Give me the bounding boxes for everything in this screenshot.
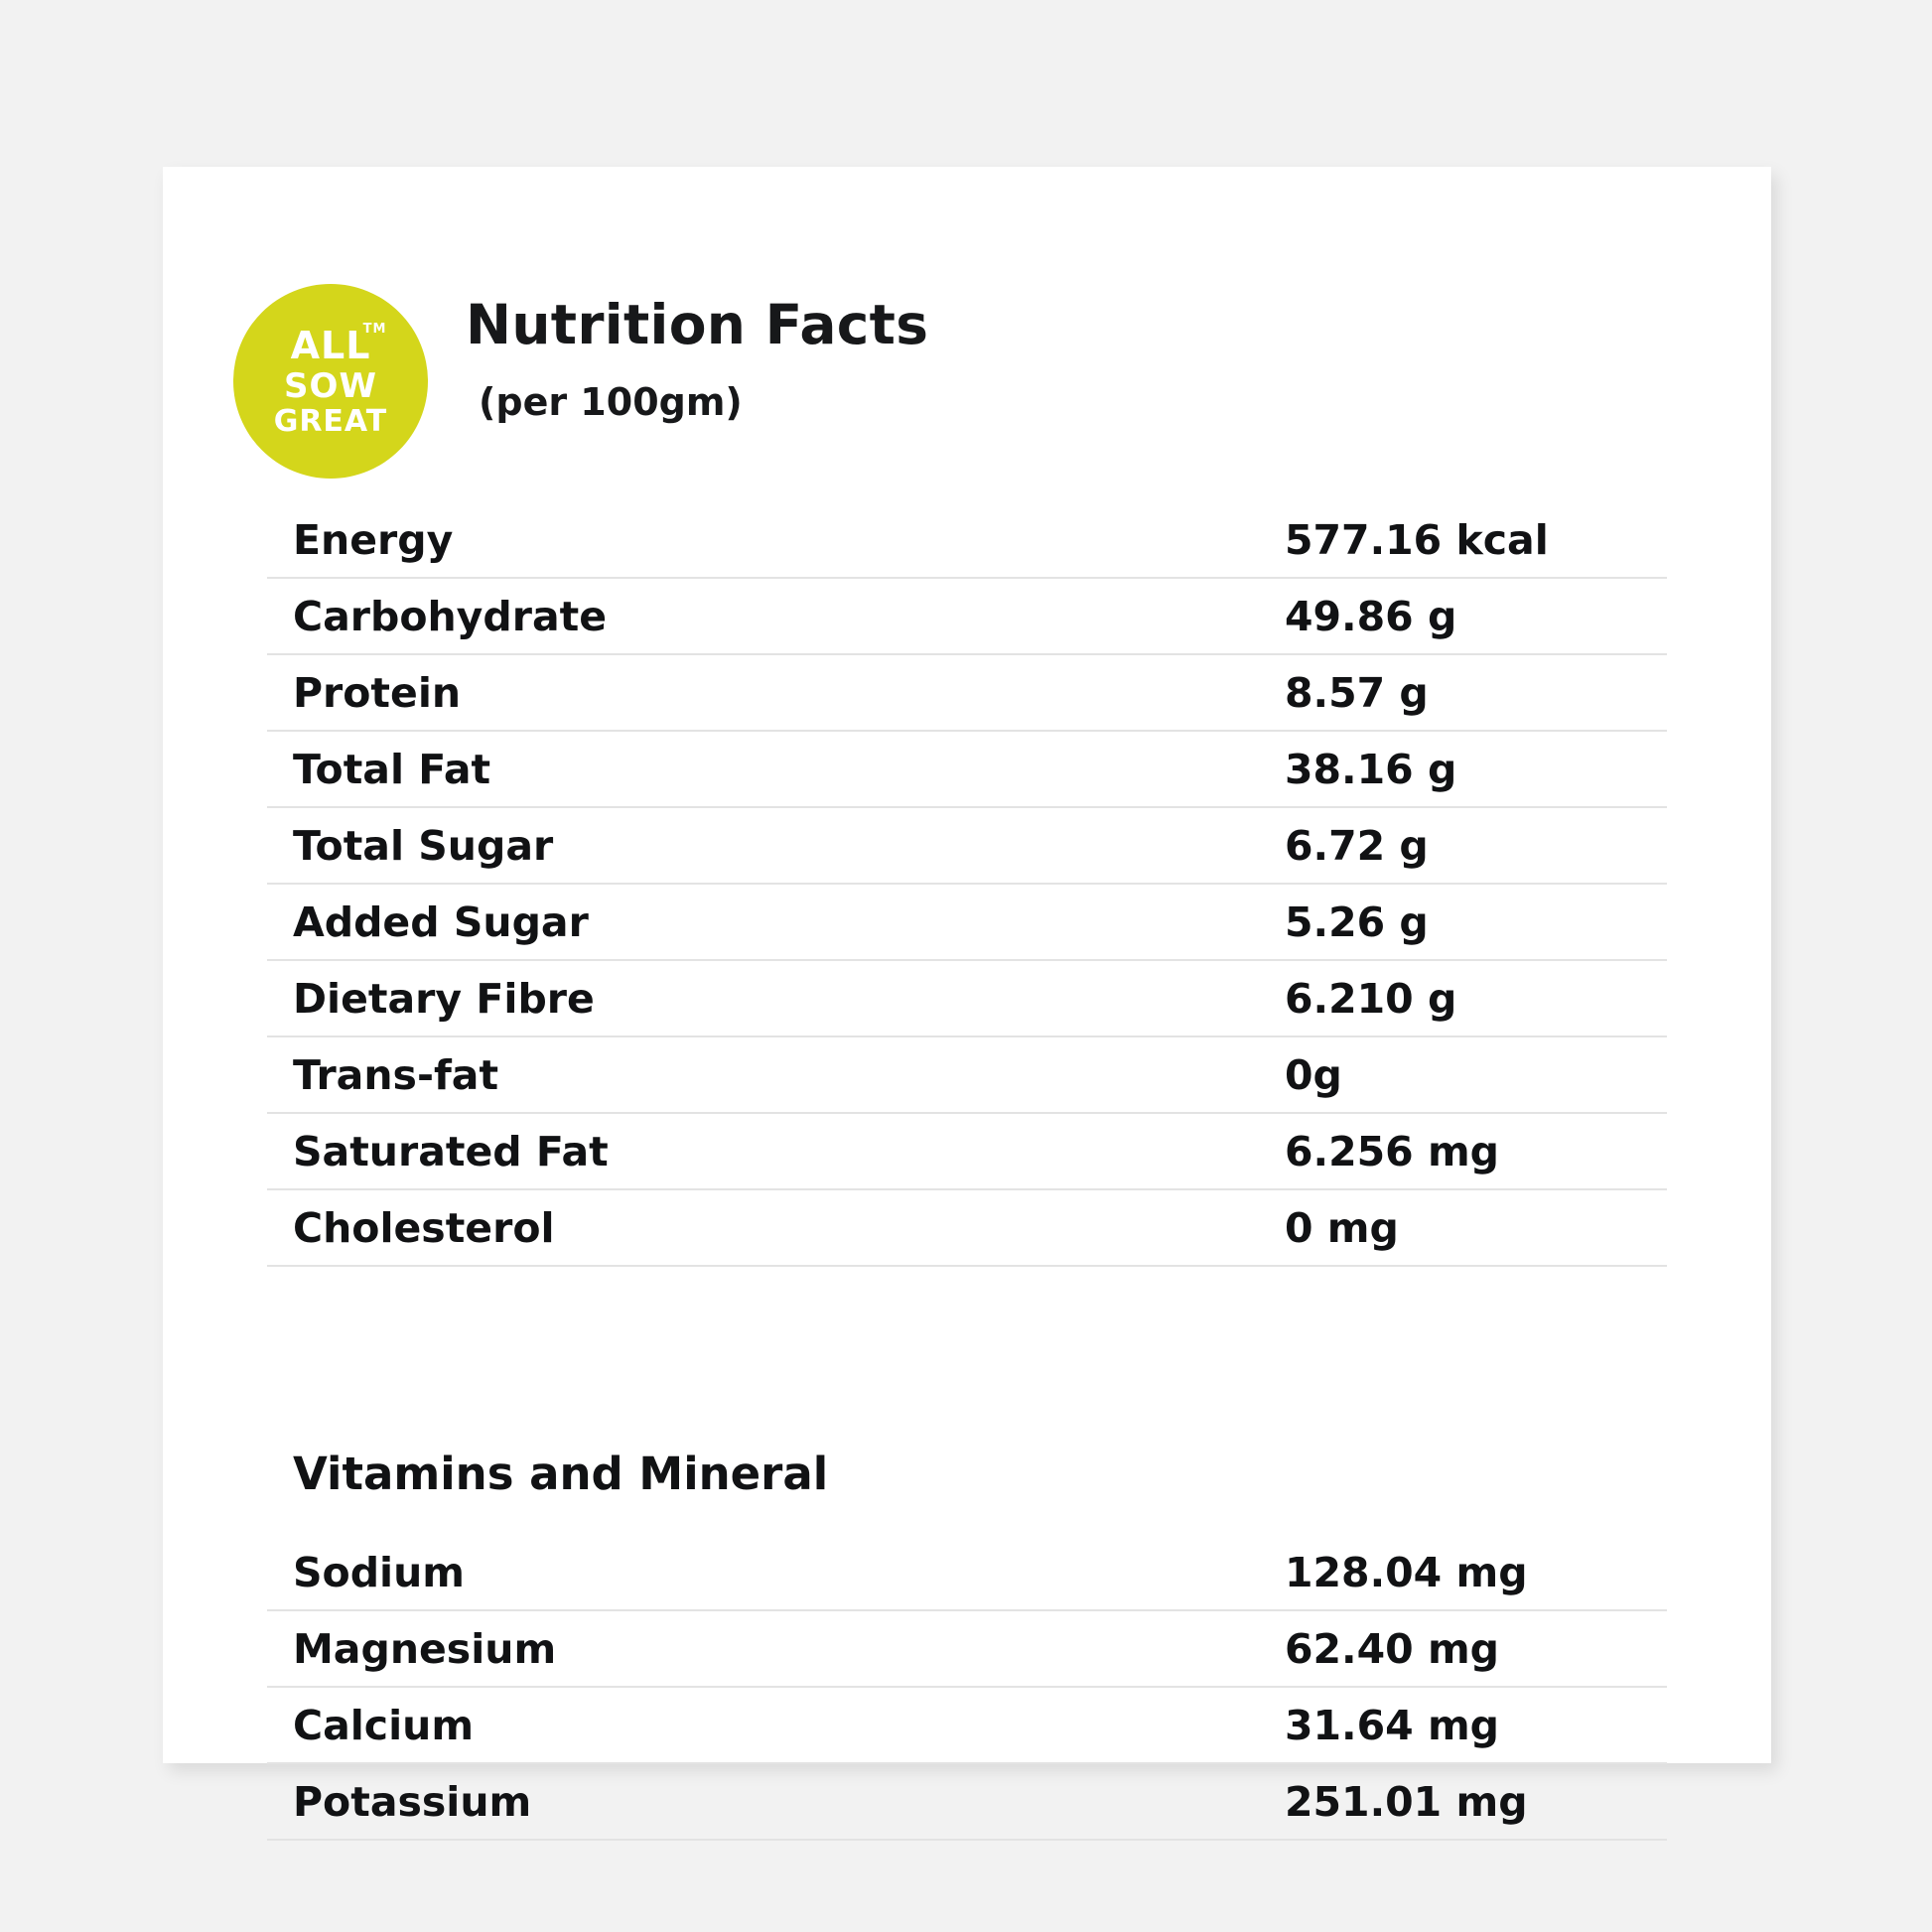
card-header [163, 167, 1771, 465]
nutrient-label: Potassium [293, 1777, 532, 1826]
nutrient-label: Saturated Fat [293, 1127, 609, 1175]
nutrient-label: Energy [293, 515, 454, 564]
trademark-mark: TM [362, 321, 387, 337]
brand-line-1 [290, 321, 387, 367]
nutrient-value: 62.40 mg [1285, 1624, 1500, 1673]
nutrient-label: Added Sugar [293, 897, 589, 946]
nutrient-label: Carbohydrate [293, 592, 608, 640]
table-row [267, 1764, 1667, 1841]
page-title: Nutrition Facts [466, 293, 929, 356]
nutrient-value: 49.86 g [1285, 592, 1457, 640]
table-row [267, 502, 1667, 579]
table-row [267, 579, 1667, 655]
serving-size-subtitle: (per 100gm) [479, 380, 743, 424]
nutrient-label: Sodium [293, 1548, 466, 1596]
nutrient-label: Cholesterol [293, 1203, 555, 1252]
table-row [267, 1190, 1667, 1267]
vitamins-section-title: Vitamins and Mineral [293, 1448, 829, 1500]
table-row [267, 655, 1667, 732]
table-row [267, 885, 1667, 961]
brand-line-2: SOW [284, 365, 377, 406]
nutrient-label: Magnesium [293, 1624, 557, 1673]
nutrient-value: 6.210 g [1285, 974, 1457, 1023]
table-row [267, 1535, 1667, 1611]
nutrient-label: Calcium [293, 1701, 475, 1749]
nutrient-label: Trans-fat [293, 1050, 499, 1099]
brand-logo [233, 284, 428, 479]
nutrient-value: 6.256 mg [1285, 1127, 1500, 1175]
nutrient-value: 31.64 mg [1285, 1701, 1500, 1749]
nutrient-value: 38.16 g [1285, 745, 1457, 793]
nutrient-label: Total Fat [293, 745, 491, 793]
nutrient-label: Protein [293, 668, 462, 717]
vitamins-table [267, 1535, 1667, 1841]
nutrient-value: 0 mg [1285, 1203, 1399, 1252]
brand-line-1-text: ALL [290, 323, 371, 367]
nutrient-value: 251.01 mg [1285, 1777, 1528, 1826]
table-row [267, 732, 1667, 808]
nutrient-label: Dietary Fibre [293, 974, 595, 1023]
nutrient-value: 6.72 g [1285, 821, 1429, 870]
brand-line-3: GREAT [273, 403, 388, 439]
table-row [267, 1611, 1667, 1688]
nutrition-table [267, 502, 1667, 1267]
nutrient-value: 0g [1285, 1050, 1342, 1099]
table-row [267, 1037, 1667, 1114]
nutrient-value: 128.04 mg [1285, 1548, 1528, 1596]
table-row [267, 961, 1667, 1037]
nutrient-value: 5.26 g [1285, 897, 1429, 946]
nutrient-label: Total Sugar [293, 821, 554, 870]
nutrient-value: 8.57 g [1285, 668, 1429, 717]
table-row [267, 808, 1667, 885]
table-row [267, 1688, 1667, 1764]
nutrition-facts-card [163, 167, 1771, 1826]
table-row [267, 1114, 1667, 1190]
nutrient-value: 577.16 kcal [1285, 515, 1549, 564]
